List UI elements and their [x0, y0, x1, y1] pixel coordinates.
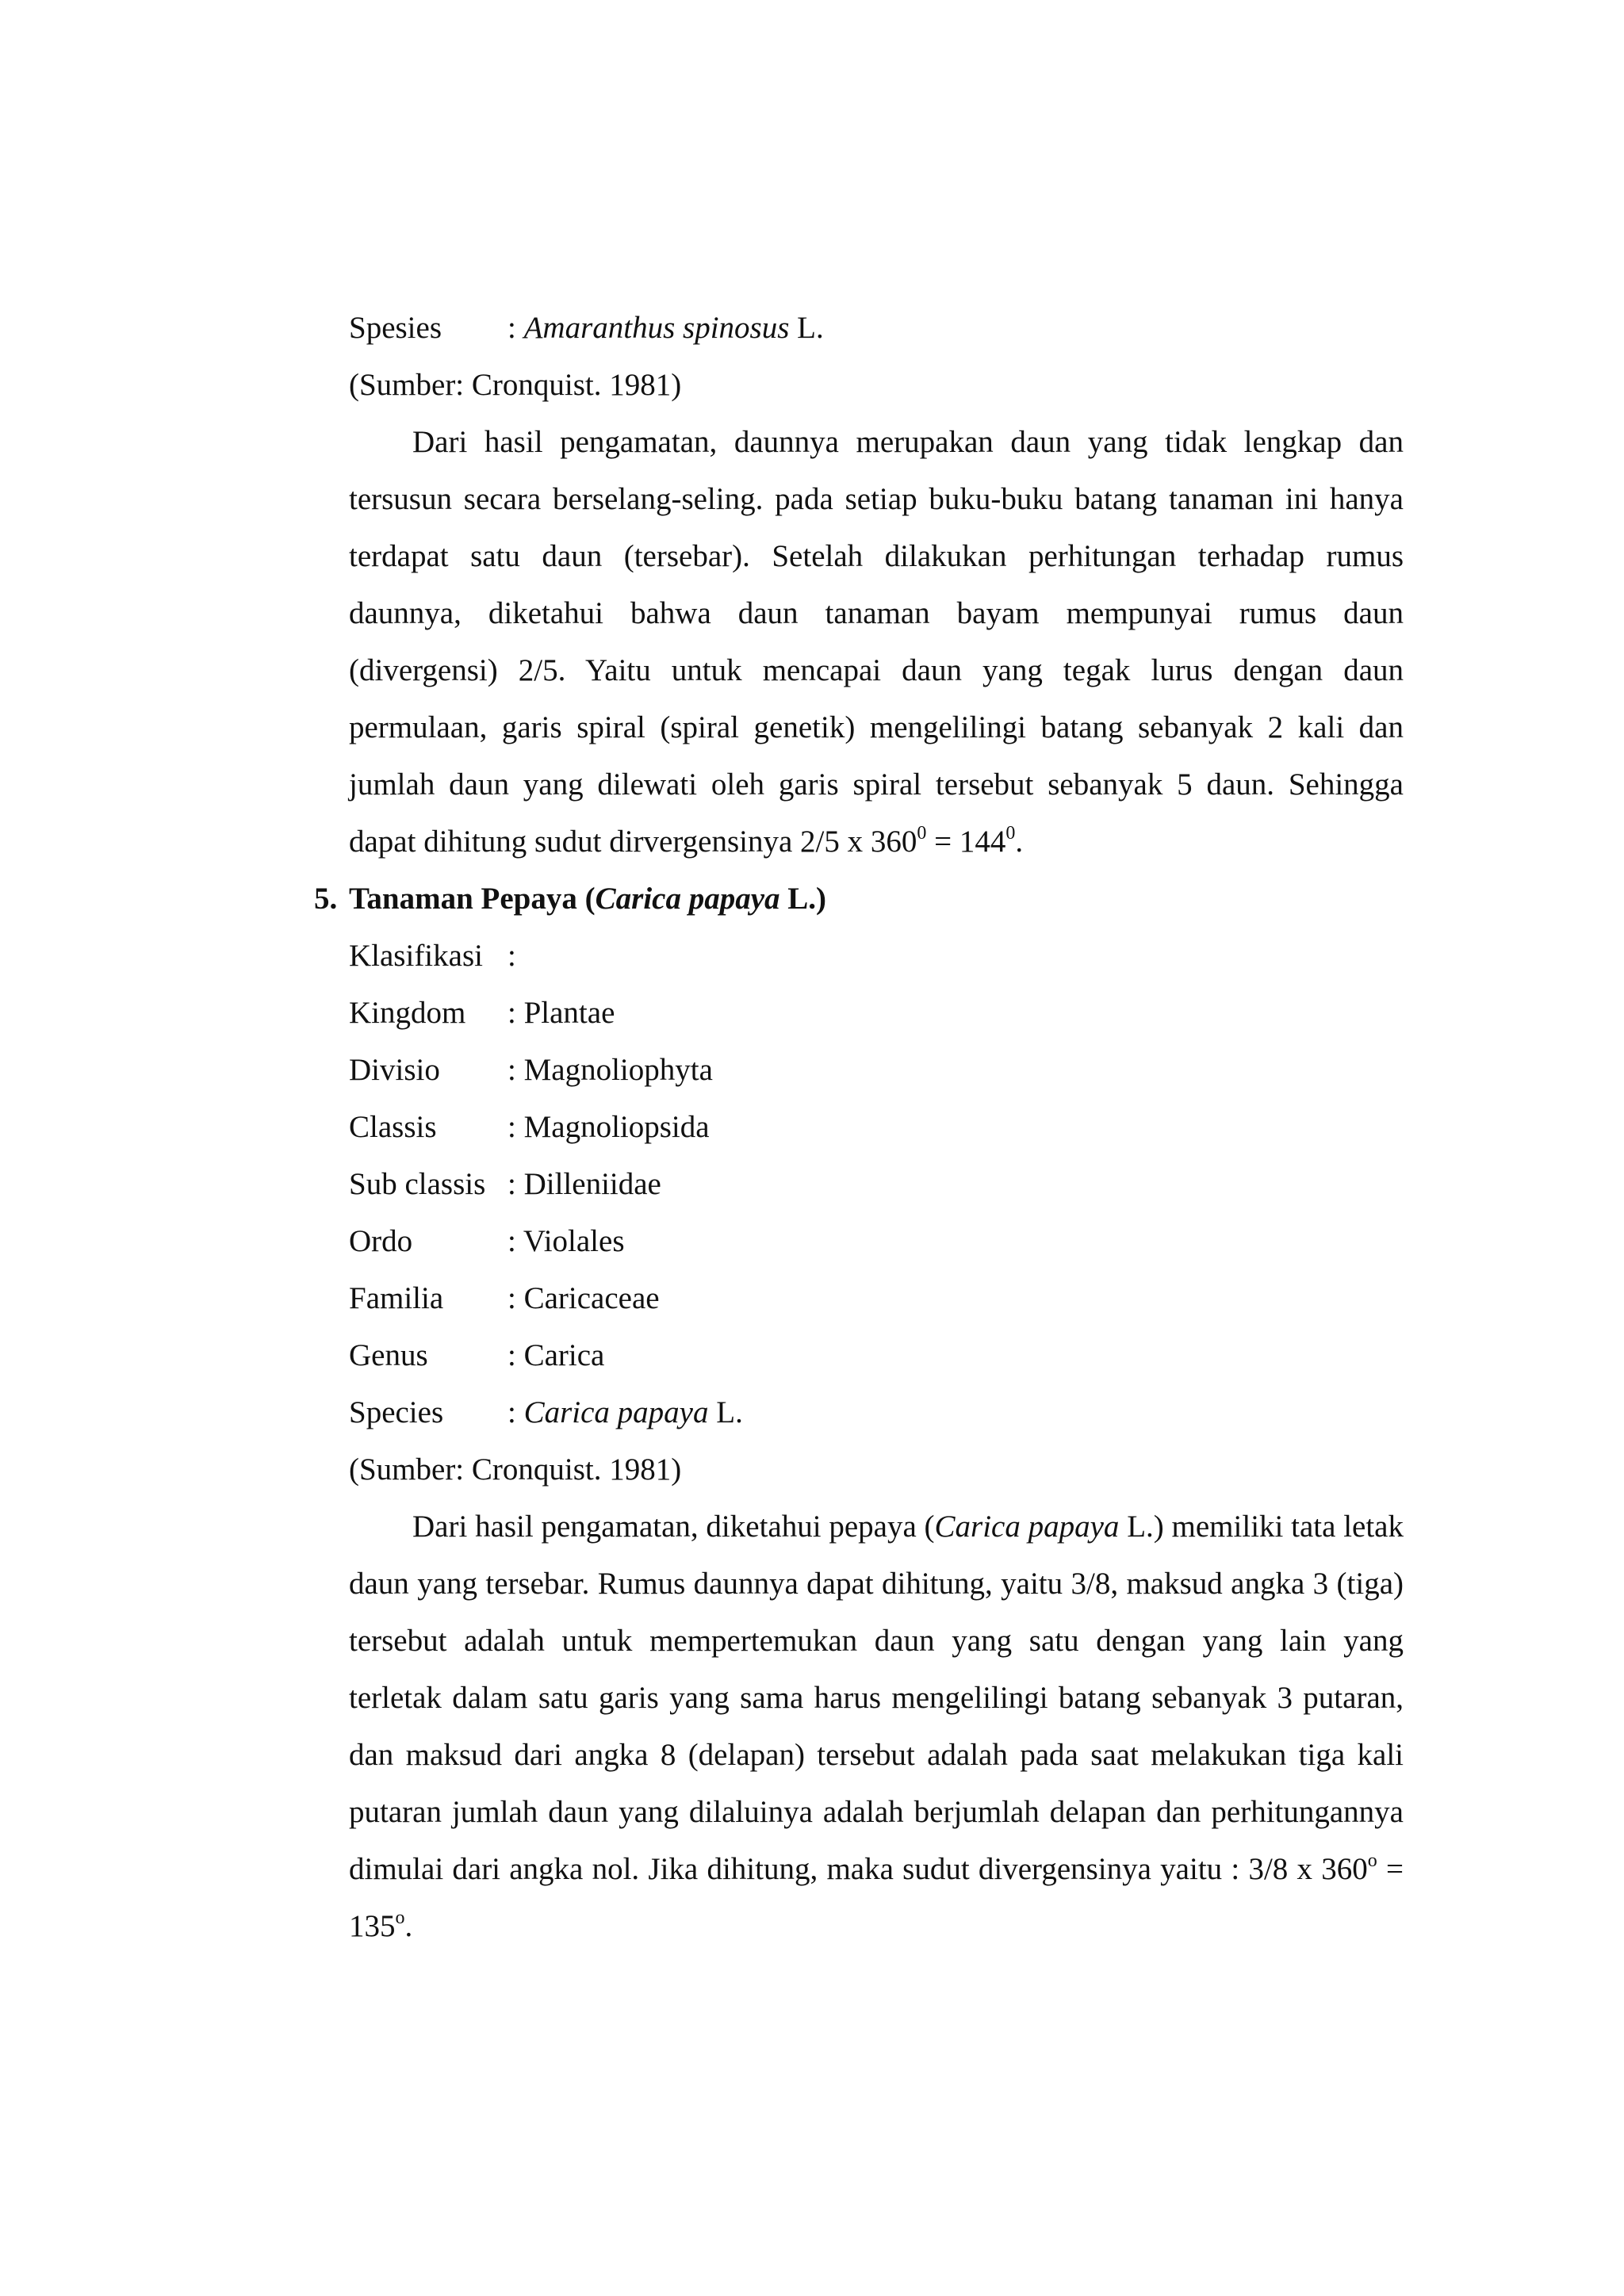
classification-label: Ordo: [349, 1224, 413, 1258]
classification-value: : Plantae: [508, 996, 615, 1030]
species-label-a: Spesies: [349, 311, 442, 345]
species-label-b: Species: [349, 1395, 444, 1429]
classification-label: Familia: [349, 1281, 444, 1315]
species-italic-a: Amaranthus spinosus: [523, 311, 790, 345]
classification-label: Genus: [349, 1338, 428, 1372]
classification-label: Sub classis: [349, 1167, 486, 1201]
classification-value: : Caricaceae: [508, 1281, 660, 1315]
classification-value: : Magnoliopsida: [508, 1110, 710, 1144]
species-value-a: : Amaranthus spinosus L.: [508, 311, 824, 345]
classification-value: : Violales: [508, 1224, 625, 1258]
classification-label: Classis: [349, 1110, 437, 1144]
classification-value: : Carica: [508, 1338, 605, 1372]
species-value-b: : Carica papaya L.: [508, 1395, 743, 1429]
classification-title: Klasifikasi: [349, 939, 483, 973]
section-heading-pepaya: 5. Tanaman Pepaya (Carica papaya L.): [314, 882, 827, 916]
classification-value: : Dilleniidae: [508, 1167, 661, 1201]
classification-label: Kingdom: [349, 996, 466, 1030]
classification-title-colon: :: [508, 939, 516, 973]
source-citation-b: (Sumber: Cronquist. 1981): [349, 1452, 682, 1487]
species-italic-b: Carica papaya: [523, 1395, 709, 1429]
source-citation-a: (Sumber: Cronquist. 1981): [349, 368, 682, 402]
classification-value: : Magnoliophyta: [508, 1053, 713, 1087]
paragraph-pepaya: Dari hasil pengamatan, diketahui pepaya (Carica papaya L.) memiliki tata letak daun yang tersebar. Rumus daunnya dapat dihitung, yaitu 3/8, maksud angka 3 (tiga) tersebut adalah untuk mempertemukan daun yang satu dengan yang lain yang terletak dalam satu garis yang sama harus mengelilingi batang sebanyak 3 putaran, dan maksud dari angka 8 (delapan) tersebut adalah pada saat melakukan tiga kali putaran jumlah daun yang dilaluinya adalah berjumlah delapan dan perhitungannya dimulai dari angka nol. Jika dihitung, maka sudut divergensinya yaitu : 3/8 x $360^o = 135^o$.: [349, 1510, 1404, 1943]
paragraph-bayam: Dari hasil pengamatan, daunnya merupakan daun yang tidak lengkap dan tersusun secara berselang-seling. pada setiap buku-buku batang tanaman ini hanya terdapat satu daun (tersebar). Setelah dilakukan perhitungan terhadap rumus daunnya, diketahui bahwa daun tanaman bayam mempunyai rumus daun (divergensi) 2/5. Yaitu untuk mencapai daun yang tegak lurus dengan daun permulaan, garis spiral (spiral genetik) mengelilingi batang sebanyak 2 kali dan jumlah daun yang dilewati oleh garis spiral tersebut sebanyak 5 daun. Sehingga dapat dihitung sudut dirvergensinya 2/5 x $360^0 = 144^0$.: [349, 425, 1404, 859]
classification-label: Divisio: [349, 1053, 440, 1087]
